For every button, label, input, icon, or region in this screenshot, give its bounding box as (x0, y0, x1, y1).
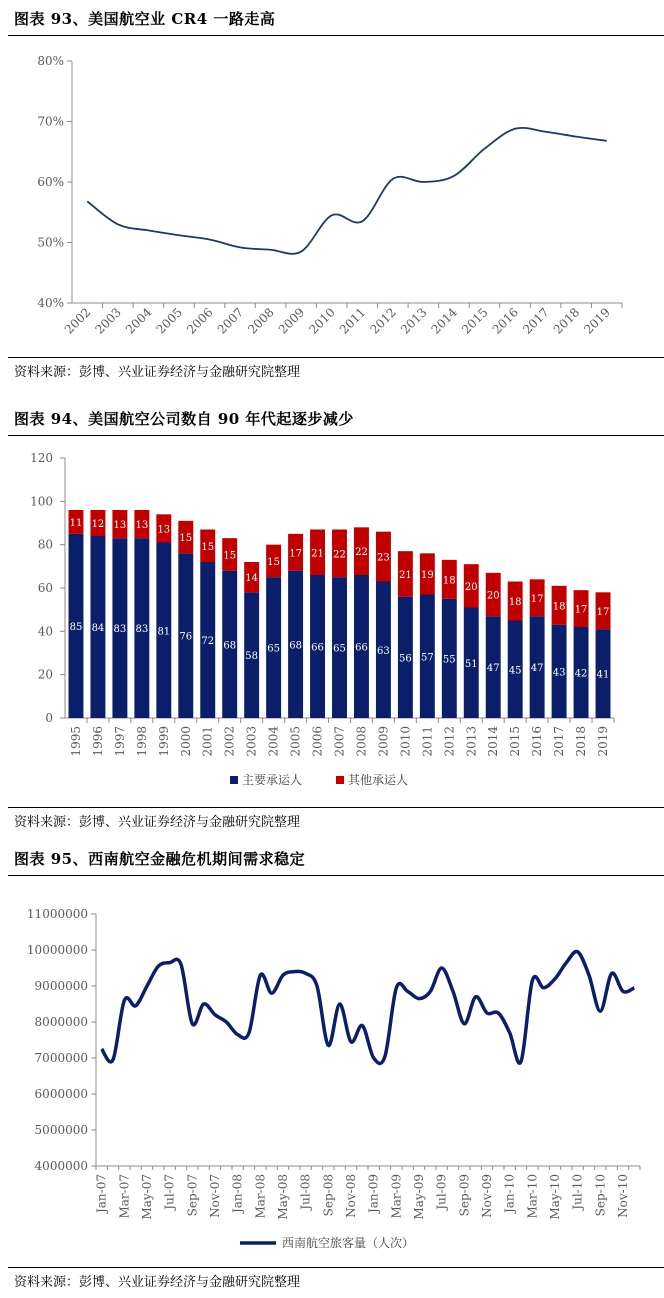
x-tick-label: 2006 (184, 305, 216, 337)
cr4-series-line (87, 128, 606, 254)
x-tick-label: 2005 (288, 726, 303, 757)
x-tick-label: 2010 (398, 726, 413, 757)
x-tick-label: 2012 (367, 305, 399, 337)
bar-label-other: 13 (157, 524, 171, 536)
y-tick-label: 6000000 (34, 1087, 88, 1101)
y-tick-label: 10000000 (26, 943, 88, 957)
x-tick-label: 2018 (574, 726, 589, 757)
legend-passenger-label: 西南航空旅客量（人次） (282, 1236, 415, 1250)
x-tick-label: 2012 (442, 726, 457, 757)
bar-label-major: 68 (289, 640, 302, 652)
x-tick-label: Jan-09 (366, 1174, 381, 1214)
y-tick-label: 20 (37, 667, 53, 682)
y-tick-label: 7000000 (34, 1051, 88, 1065)
x-tick-label: 2000 (178, 726, 193, 757)
bar-label-major: 43 (552, 667, 566, 679)
bar-label-major: 65 (267, 643, 280, 655)
x-tick-label: Nov-10 (616, 1174, 630, 1218)
x-tick-label: Nov-08 (344, 1174, 358, 1218)
x-tick-label: 2013 (398, 305, 430, 337)
y-tick-label: 5000000 (34, 1123, 88, 1137)
bar-label-other: 17 (596, 606, 610, 618)
bar-label-major: 55 (442, 654, 456, 666)
x-tick-label: May-07 (140, 1174, 154, 1220)
figure-94-title: 图表 94、美国航空公司数自 90 年代起逐步减少 (14, 410, 354, 428)
y-tick-label: 60 (37, 581, 53, 595)
x-tick-label: 2015 (508, 726, 523, 757)
y-tick-label: 80 (37, 537, 53, 552)
legend-other-swatch (336, 776, 344, 784)
bar-label-major: 81 (157, 626, 171, 638)
bar-label-major: 42 (574, 668, 588, 680)
bar-label-major: 41 (596, 669, 610, 681)
figure-93-source: 资料来源：彭博、兴业证券经济与金融研究院整理 (14, 365, 301, 380)
x-tick-label: 2003 (92, 305, 124, 337)
x-tick-label: 2010 (306, 305, 338, 337)
bar-label-other: 17 (530, 593, 544, 605)
bar-label-major: 57 (420, 652, 434, 664)
x-tick-label: 2007 (332, 726, 347, 757)
bar-label-other: 17 (574, 604, 588, 616)
x-tick-label: 2004 (266, 726, 281, 757)
bar-label-other: 21 (399, 569, 412, 581)
x-tick-label: 2016 (530, 726, 545, 757)
bar-label-other: 15 (223, 550, 237, 562)
x-tick-label: 2007 (214, 305, 247, 337)
bar-label-other: 14 (245, 573, 259, 585)
bar-label-other: 12 (91, 519, 105, 530)
figure-94-stacked-bar-chart (0, 436, 664, 806)
figure-95-source: 资料来源：彭博、兴业证券经济与金融研究院整理 (14, 1275, 301, 1290)
bar-label-major: 68 (223, 640, 237, 652)
bar-label-other: 22 (333, 549, 346, 561)
x-tick-label: May-09 (412, 1174, 426, 1220)
bar-label-other: 21 (311, 548, 324, 560)
x-tick-label: 2009 (275, 305, 308, 337)
figure-95-bottom-rule (8, 1267, 664, 1268)
x-tick-label: Sep-07 (185, 1174, 200, 1217)
bar-label-major: 85 (69, 621, 83, 633)
x-tick-label: Mar-09 (389, 1174, 404, 1219)
x-tick-label: 2016 (489, 305, 522, 337)
bar-label-other: 15 (179, 533, 193, 545)
x-tick-label: 1995 (68, 726, 83, 757)
x-tick-label: Mar-07 (117, 1174, 132, 1219)
x-tick-label: 2009 (376, 726, 391, 757)
y-tick-label: 8000000 (34, 1015, 88, 1029)
x-tick-label: 2004 (123, 305, 155, 337)
bar-label-major: 51 (464, 658, 478, 670)
passenger-series-line (102, 951, 635, 1063)
x-tick-label: 2017 (520, 305, 552, 337)
bar-label-major: 63 (377, 645, 390, 657)
y-tick-label: 60% (37, 175, 64, 189)
x-tick-label: 2002 (61, 305, 94, 337)
x-tick-label: 2011 (420, 726, 435, 757)
x-tick-label: 1998 (134, 726, 149, 757)
x-tick-label: Sep-08 (321, 1174, 336, 1217)
y-tick-label: 4000000 (34, 1159, 88, 1173)
x-tick-label: May-08 (276, 1174, 290, 1220)
x-tick-label: 2011 (336, 305, 369, 337)
bar-label-major: 58 (245, 651, 259, 663)
bar-label-major: 66 (355, 642, 368, 654)
x-tick-label: May-10 (548, 1174, 562, 1220)
x-tick-label: 2001 (200, 726, 215, 757)
x-tick-label: Jul-10 (570, 1174, 585, 1210)
bar-label-other: 17 (289, 548, 302, 560)
x-tick-label: 2019 (596, 726, 611, 757)
bar-label-other: 19 (420, 569, 434, 581)
bar-label-other: 18 (442, 575, 456, 587)
bar-label-major: 76 (179, 631, 193, 643)
x-tick-label: 1999 (156, 726, 171, 757)
x-tick-label: 2015 (459, 305, 491, 337)
bar-label-other: 23 (377, 552, 390, 564)
x-tick-label: 2008 (354, 726, 369, 757)
y-tick-label: 80% (37, 54, 64, 68)
bar-label-major: 56 (399, 653, 412, 665)
bar-label-other: 13 (113, 520, 127, 532)
y-tick-label: 40 (37, 624, 53, 639)
x-tick-label: 2018 (550, 305, 583, 337)
x-tick-label: 2017 (552, 726, 567, 757)
bar-label-major: 47 (530, 663, 544, 675)
bar-label-other: 20 (486, 590, 500, 602)
figure-94-bottom-rule (8, 807, 664, 808)
y-tick-label: 100 (30, 494, 53, 509)
x-tick-label: 2013 (464, 726, 479, 757)
legend-other-label: 其他承运人 (348, 773, 409, 787)
x-tick-label: 2002 (222, 726, 237, 757)
figure-95-line-chart (0, 876, 664, 1266)
bar-label-major: 83 (135, 624, 149, 636)
x-tick-label: 2008 (245, 305, 277, 337)
x-tick-label: 1997 (112, 726, 127, 757)
x-tick-label: 2019 (581, 305, 613, 337)
bar-label-other: 11 (69, 517, 83, 529)
figure-93-line-chart (0, 36, 664, 356)
x-tick-label: Jan-10 (502, 1174, 517, 1214)
x-tick-label: Sep-10 (593, 1174, 608, 1217)
bar-label-other: 18 (552, 601, 566, 613)
x-tick-label: 2014 (428, 305, 461, 337)
x-tick-label: 2006 (310, 726, 325, 757)
x-tick-label: 1996 (90, 726, 105, 757)
x-tick-label: Nov-07 (208, 1174, 222, 1218)
x-tick-label: 2005 (153, 305, 186, 337)
bar-label-major: 45 (508, 665, 522, 677)
y-tick-label: 9000000 (34, 979, 88, 993)
y-tick-label: 11000000 (26, 907, 88, 921)
x-tick-label: 2003 (244, 726, 259, 757)
x-tick-label: Jul-08 (298, 1174, 313, 1210)
legend-major-label: 主要承运人 (242, 773, 303, 787)
x-tick-label: Nov-09 (480, 1174, 494, 1218)
bar-label-major: 66 (311, 642, 324, 654)
y-tick-label: 40% (37, 296, 64, 310)
x-tick-label: Mar-10 (525, 1174, 540, 1219)
bar-label-major: 84 (91, 623, 105, 634)
figure-95-title: 图表 95、西南航空金融危机期间需求稳定 (14, 850, 306, 868)
figure-93-bottom-rule (8, 357, 664, 358)
bar-label-other: 20 (464, 581, 478, 593)
x-tick-label: Jul-09 (434, 1174, 449, 1210)
x-tick-label: 2014 (486, 726, 501, 757)
y-tick-label: 70% (37, 114, 64, 129)
y-tick-label: 0 (45, 711, 53, 725)
figure-93-title: 图表 93、美国航空业 CR4 一路走高 (14, 10, 276, 28)
x-tick-label: Jan-08 (230, 1174, 245, 1214)
bar-label-major: 47 (486, 663, 500, 675)
bar-label-major: 83 (113, 624, 127, 636)
x-tick-label: Sep-09 (457, 1174, 472, 1217)
bar-label-other: 13 (135, 520, 149, 532)
y-tick-label: 50% (37, 235, 64, 250)
bar-label-other: 18 (508, 597, 522, 608)
x-tick-label: Jan-07 (94, 1174, 109, 1214)
bar-label-other: 22 (355, 547, 368, 559)
x-tick-label: Jul-07 (162, 1174, 177, 1210)
y-tick-label: 120 (30, 451, 53, 465)
bar-label-major: 65 (333, 643, 346, 655)
bar-label-other: 15 (201, 541, 215, 553)
bar-label-other: 15 (267, 556, 280, 568)
legend-major-swatch (230, 776, 238, 784)
figure-94-source: 资料来源：彭博、兴业证券经济与金融研究院整理 (14, 815, 301, 830)
x-tick-label: Mar-08 (253, 1174, 268, 1219)
bar-label-major: 72 (201, 636, 215, 647)
